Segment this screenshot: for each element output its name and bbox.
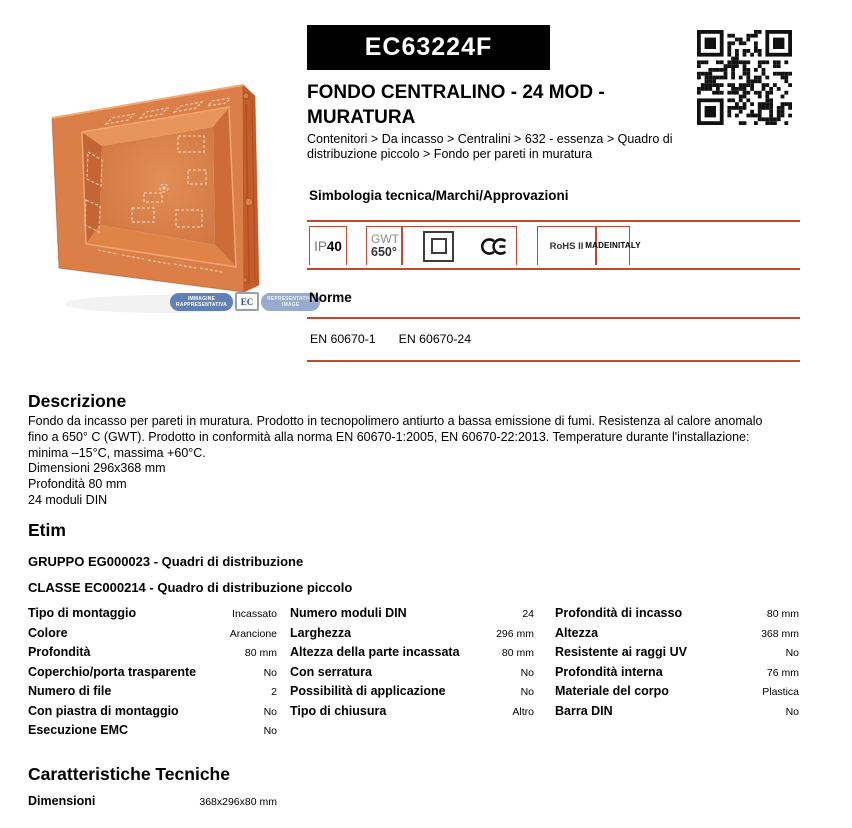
page-title: FONDO CENTRALINO - 24 MOD - MURATURA xyxy=(307,82,605,128)
etim-title: Etim xyxy=(28,520,66,540)
product-photo xyxy=(28,52,315,324)
spec-label: Dimensioni xyxy=(28,794,96,808)
spec-value: 368x296x80 mm xyxy=(199,796,277,808)
spec-row xyxy=(28,794,277,814)
spec-value: No xyxy=(263,705,277,718)
norms-list xyxy=(310,332,471,346)
spec-label: Profondità interna xyxy=(555,664,663,679)
spec-row xyxy=(290,684,534,704)
spec-value: 24 xyxy=(522,608,534,620)
glow-wire-symbol: GWT 650° xyxy=(366,226,402,265)
description-line: Fondo da incasso per pareti in muratura. Prodotto in tecnopolimero antiurto a bassa emissione di fumi. Resistenza al calore anomalo xyxy=(28,414,763,428)
spec-value: No xyxy=(785,647,799,659)
spec-label: Resistente ai raggi UV xyxy=(555,645,687,659)
spec-label: Larghezza xyxy=(290,625,352,640)
spec-value: 80 mm xyxy=(766,608,799,620)
spec-label: Barra DIN xyxy=(555,703,613,718)
spec-value: Altro xyxy=(512,705,534,718)
representative-image-badge-it: IMMAGINE RAPPRESENTATIVA xyxy=(170,293,233,311)
spec-row xyxy=(555,684,799,704)
spec-row xyxy=(28,723,277,743)
ec-logo: EC xyxy=(235,292,259,311)
spec-label: Altezza della parte incassata xyxy=(290,645,460,659)
spec-row xyxy=(290,626,534,646)
etim-class: CLASSE EC000214 - Quadro di distribuzione piccolo xyxy=(28,580,353,595)
image-badges xyxy=(170,292,320,311)
spec-value: 296 mm xyxy=(496,627,534,640)
norm-item: EN 60670-24 xyxy=(398,332,472,346)
spec-row xyxy=(290,645,534,665)
spec-row xyxy=(555,626,799,646)
divider xyxy=(307,360,800,362)
product-code-banner xyxy=(307,25,550,70)
spec-row xyxy=(555,704,799,724)
spec-row xyxy=(28,704,277,724)
divider xyxy=(307,317,800,319)
spec-value: 80 mm xyxy=(244,647,277,659)
spec-row xyxy=(555,606,799,626)
description-line: fino a 650° C (GWT). Prodotto in conformità alla norma EN 60670-1:2005, EN 60670-22:2013. Temperature durante l'installazione: xyxy=(28,429,750,444)
description-line: Dimensioni 296x368 mm xyxy=(28,461,166,476)
spec-row xyxy=(290,606,534,626)
tech-rows xyxy=(28,794,277,814)
representative-image-badge-en: REPRESENTATIVE IMAGE xyxy=(261,293,320,311)
spec-value: 76 mm xyxy=(766,666,799,679)
breadcrumb[interactable]: Contenitori > Da incasso > Centralini > 632 - essenza > Quadro di distribuzione piccolo > Fondo per pareti in muratura xyxy=(307,132,673,161)
spec-label: Esecuzione EMC xyxy=(28,723,129,737)
spec-value: No xyxy=(263,725,277,737)
tech-title: Caratteristiche Tecniche xyxy=(28,764,230,784)
spec-label: Profondità di incasso xyxy=(555,606,683,620)
symbols-strip xyxy=(307,220,800,270)
class-ii-insulation-icon xyxy=(423,231,454,262)
description-line: Profondità 80 mm xyxy=(28,477,127,492)
spec-column-1 xyxy=(28,606,277,743)
flush-mount-box-illustration xyxy=(28,52,310,324)
etim-group: GRUPPO EG000023 - Quadri di distribuzione xyxy=(28,554,304,569)
spec-label: Con serratura xyxy=(290,664,372,679)
spec-value: No xyxy=(520,686,534,698)
spec-value: 368 mm xyxy=(761,627,799,640)
spec-row xyxy=(290,704,534,724)
spec-value: Plastica xyxy=(762,686,799,698)
spec-value: 80 mm xyxy=(501,647,534,659)
symbols-section-title: Simbologia tecnica/Marchi/Approvazioni xyxy=(309,188,569,203)
norms-section-title: Norme xyxy=(309,290,352,305)
spec-row xyxy=(290,665,534,685)
spec-label: Tipo di chiusura xyxy=(290,703,387,718)
spec-row xyxy=(28,665,277,685)
description-line: 24 moduli DIN xyxy=(28,492,108,507)
product-code: EC63224F xyxy=(364,33,493,61)
spec-label: Materiale del corpo xyxy=(555,684,669,698)
spec-row xyxy=(28,626,277,646)
spec-value: No xyxy=(520,666,534,679)
qr-code xyxy=(697,30,792,125)
spec-label: Coperchio/porta trasparente xyxy=(28,664,197,679)
spec-label: Colore xyxy=(28,625,68,640)
description-title: Descrizione xyxy=(28,391,127,411)
spec-row xyxy=(28,606,277,626)
description-text xyxy=(28,414,828,509)
spec-label: Numero di file xyxy=(28,684,112,698)
spec-row xyxy=(555,665,799,685)
spec-value: No xyxy=(785,705,799,718)
ip-rating-symbol: IP 40 xyxy=(309,226,347,265)
approval-marks-cell xyxy=(402,226,517,265)
ce-mark-icon xyxy=(477,235,511,258)
spec-label: Possibilità di applicazione xyxy=(290,684,446,698)
spec-column-3 xyxy=(555,606,799,723)
spec-label: Profondità xyxy=(28,645,91,659)
made-in-italy-symbol: MADE IN ITALY xyxy=(596,226,630,265)
spec-label: Con piastra di montaggio xyxy=(28,703,179,718)
spec-label: Tipo di montaggio xyxy=(28,606,137,620)
norm-item: EN 60670-1 xyxy=(310,332,376,346)
spec-value: 2 xyxy=(271,686,277,698)
spec-column-2 xyxy=(290,606,534,723)
spec-value: Arancione xyxy=(229,627,277,640)
spec-label: Numero moduli DIN xyxy=(290,606,407,620)
description-line: minima –15°C, massima +60°C. xyxy=(28,445,206,460)
spec-value: Incassato xyxy=(232,608,277,620)
spec-row xyxy=(28,645,277,665)
rohs-symbol: RoHS II xyxy=(537,226,596,265)
spec-label: Altezza xyxy=(555,625,599,640)
spec-value: No xyxy=(263,666,277,679)
spec-row xyxy=(555,645,799,665)
spec-row xyxy=(28,684,277,704)
